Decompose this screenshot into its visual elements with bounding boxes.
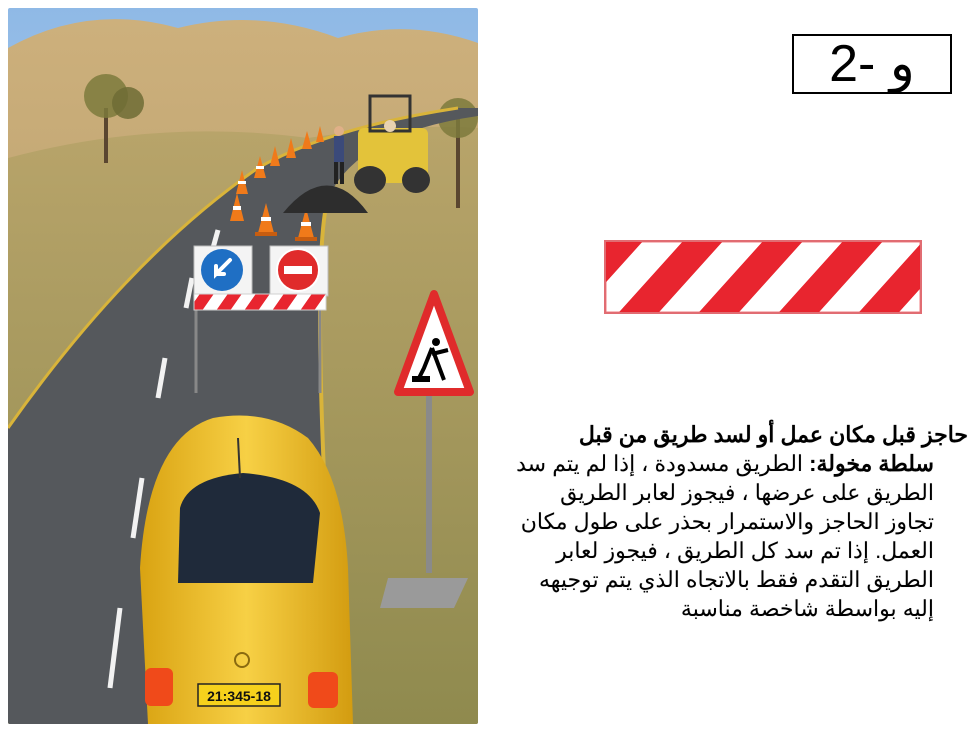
description-body-block bbox=[506, 449, 968, 623]
sign-description bbox=[506, 420, 968, 623]
no-entry-sign bbox=[270, 246, 328, 296]
sign-code-box bbox=[792, 34, 952, 94]
sign-code: و -2 bbox=[829, 35, 915, 93]
description-subtitle: سلطة مخولة: bbox=[809, 451, 934, 476]
description-body: الطريق مسدودة ، إذا لم يتم سد الطريق على عرضها ، فيجوز لعابر الطريق تجاوز الحاجز والاستمرار بحذر على طول مكان العمل. إذا تم سد كل الطريق ، فيجوز لعابر الطريق التقدم فقط بالاتجاه الذي يتم توجيهه إليه بواسطة شاخصة مناسبة bbox=[516, 451, 934, 621]
barrier-sign-sample bbox=[604, 240, 922, 314]
road-work-illustration bbox=[8, 8, 478, 724]
yellow-car bbox=[140, 416, 353, 725]
keep-left-sign bbox=[194, 246, 252, 296]
description-title: حاجز قبل مكان عمل أو لسد طريق من قبل bbox=[578, 422, 968, 447]
license-plate-text: 21:345-18 bbox=[207, 688, 271, 704]
